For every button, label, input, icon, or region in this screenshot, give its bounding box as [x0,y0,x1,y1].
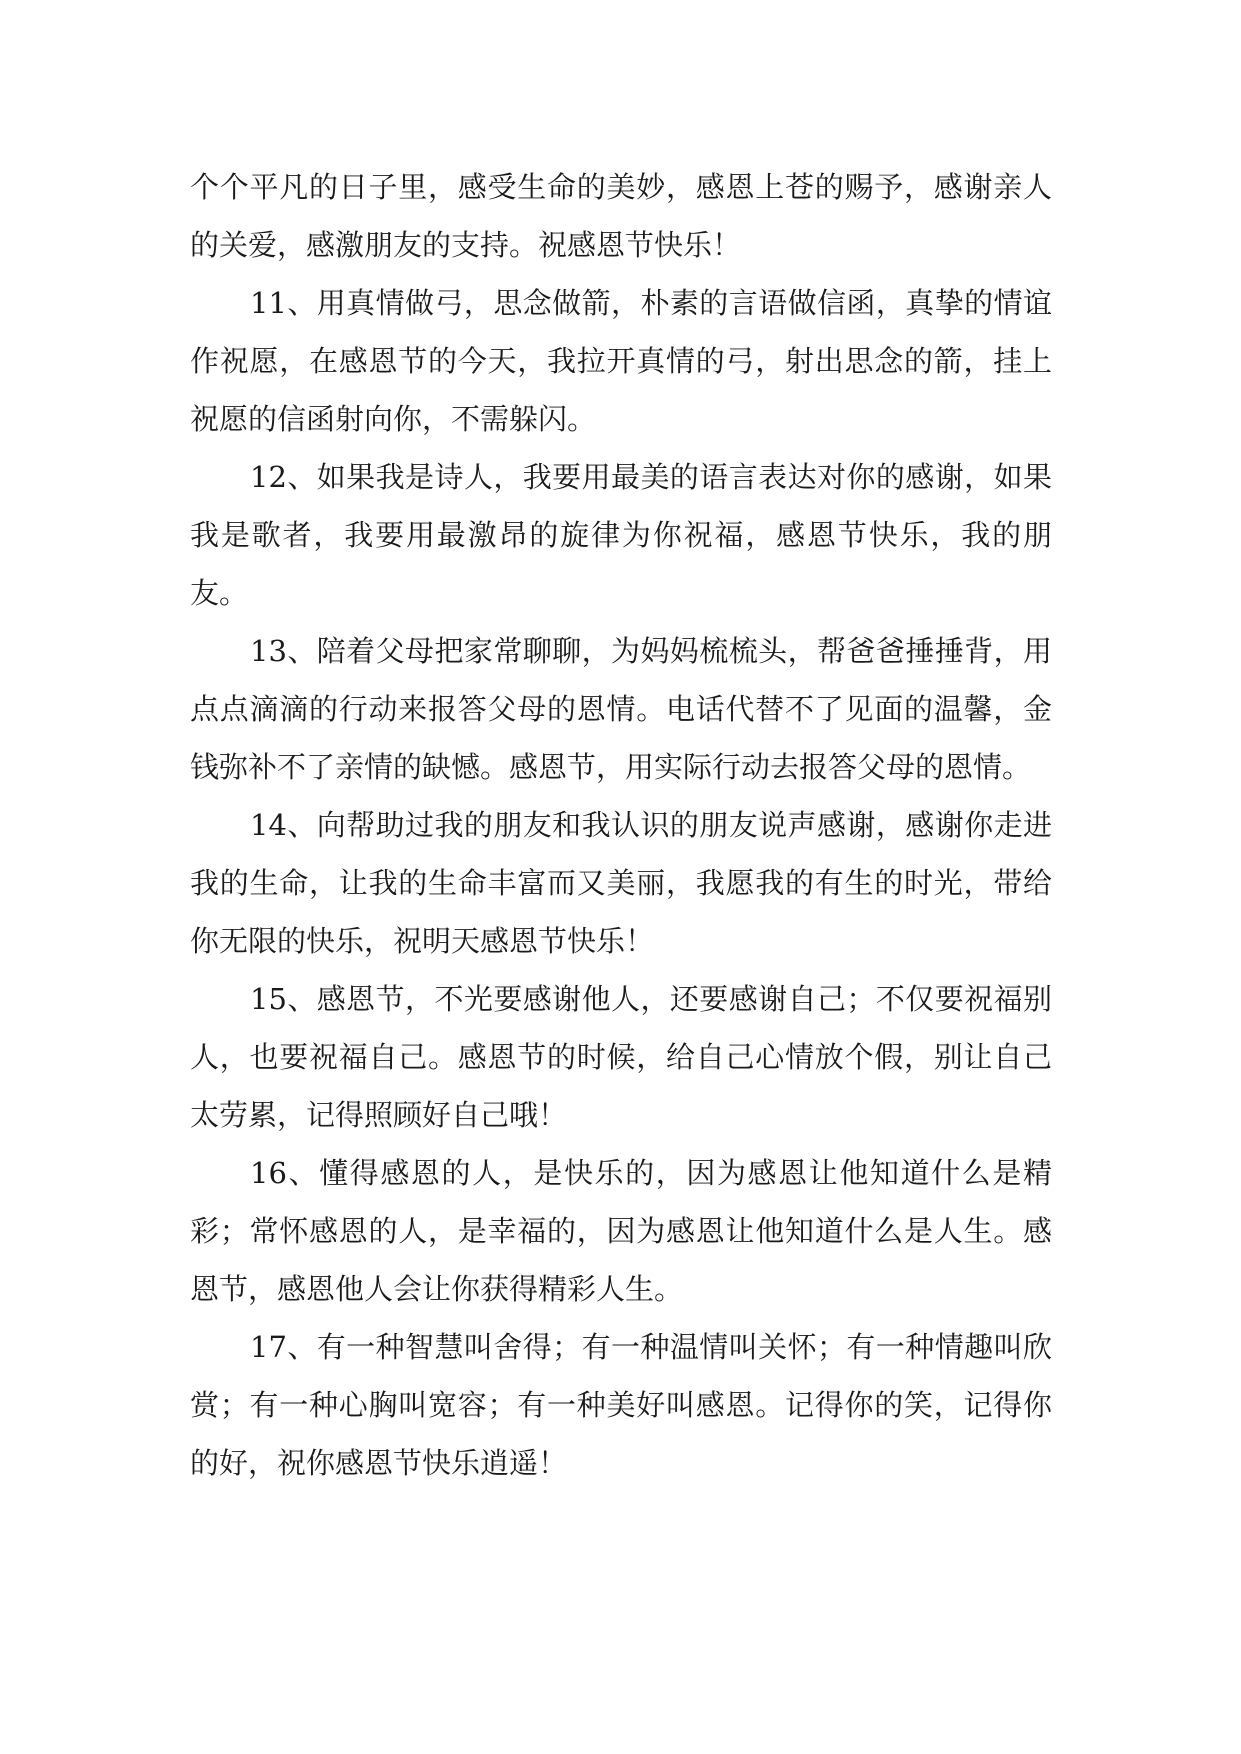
paragraph-item-17: 17、有一种智慧叫舍得；有一种温情叫关怀；有一种情趣叫欣赏；有一种心胸叫宽容；有一种美好叫感恩。记得你的笑，记得你的好，祝你感恩节快乐逍遥！ [190,1330,1052,1480]
paragraph-item-14: 14、向帮助过我的朋友和我认识的朋友说声感谢，感谢你走进我的生命，让我的生命丰富而又美丽，我愿我的有生的时光，带给你无限的快乐，祝明天感恩节快乐！ [190,808,1052,958]
paragraph-item-15: 15、感恩节，不光要感谢他人，还要感谢自己；不仅要祝福别人，也要祝福自己。感恩节的时候，给自己心情放个假，别让自己太劳累，记得照顾好自己哦！ [190,982,1052,1132]
paragraph-item-11: 11、用真情做弓，思念做箭，朴素的言语做信函，真挚的情谊作祝愿，在感恩节的今天，我拉开真情的弓，射出思念的箭，挂上祝愿的信函射向你，不需躲闪。 [190,286,1052,436]
document-body [190,158,1052,1492]
paragraph-item-16: 16、懂得感恩的人，是快乐的，因为感恩让他知道什么是精彩；常怀感恩的人，是幸福的，因为感恩让他知道什么是人生。感恩节，感恩他人会让你获得精彩人生。 [190,1156,1052,1306]
paragraph-item-12: 12、如果我是诗人，我要用最美的语言表达对你的感谢，如果我是歌者，我要用最激昂的旋律为你祝福，感恩节快乐，我的朋友。 [190,460,1052,610]
paragraph-item-13: 13、陪着父母把家常聊聊，为妈妈梳梳头，帮爸爸捶捶背，用点点滴滴的行动来报答父母的恩情。电话代替不了见面的温馨，金钱弥补不了亲情的缺憾。感恩节，用实际行动去报答父母的恩情。 [190,634,1052,784]
paragraph-continuation: 个个平凡的日子里，感受生命的美妙，感恩上苍的赐予，感谢亲人的关爱，感激朋友的支持。祝感恩节快乐！ [190,170,1052,262]
